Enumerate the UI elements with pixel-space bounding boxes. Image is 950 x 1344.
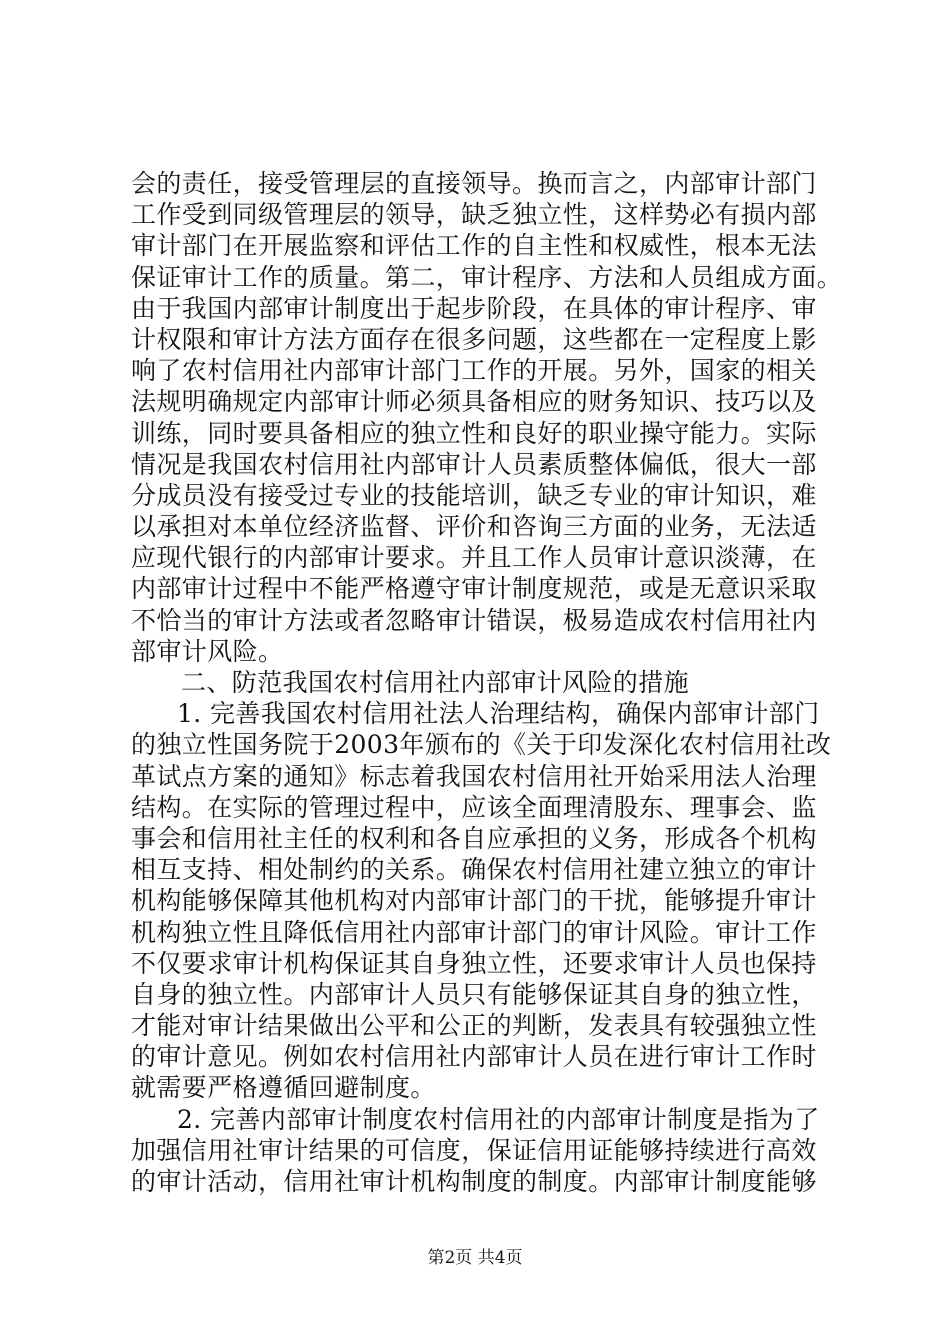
text-line: 响了农村信用社内部审计部门工作的开展。另外，国家的相关 — [131, 356, 817, 386]
text-line: 情况是我国农村信用社内部审计人员素质整体偏低，很大一部 — [131, 449, 817, 479]
body-text — [131, 168, 843, 1197]
section-heading: 二、防范我国农村信用社内部审计风险的措施 — [181, 668, 690, 697]
text-line: 1. 完善我国农村信用社法人治理结构，确保内部审计部门 — [177, 699, 820, 729]
text-line: 计权限和审计方法方面存在很多问题，这些都在一定程度上影 — [131, 324, 817, 354]
text-line: 机构独立性且降低信用社内部审计部门的审计风险。审计工作 — [131, 917, 817, 947]
text-line: 不仅要求审计机构保证其自身独立性，还要求审计人员也保持 — [131, 948, 817, 978]
text-line: 审计部门在开展监察和评估工作的自主性和权威性，根本无法 — [131, 231, 817, 261]
text-line: 才能对审计结果做出公平和公正的判断，发表具有较强独立性 — [131, 1011, 817, 1041]
text-line: 就需要严格遵循回避制度。 — [131, 1073, 436, 1103]
text-line: 应现代银行的内部审计要求。并且工作人员审计意识淡薄，在 — [131, 543, 817, 573]
text-line: 加强信用社审计结果的可信度，保证信用证能够持续进行高效 — [131, 1135, 817, 1165]
text-line: 的审计意见。例如农村信用社内部审计人员在进行审计工作时 — [131, 1042, 817, 1072]
text-line: 会的责任，接受管理层的直接领导。换而言之，内部审计部门 — [131, 169, 817, 198]
text-line: 革试点方案的通知》标志着我国农村信用社开始采用法人治理 — [131, 761, 817, 791]
text-line: 由于我国内部审计制度出于起步阶段，在具体的审计程序、审 — [131, 293, 817, 323]
text-line: 结构。在实际的管理过程中，应该全面理清股东、理事会、监 — [131, 792, 817, 822]
text-line: 训练，同时要具备相应的独立性和良好的职业操守能力。实际 — [131, 418, 817, 448]
text-line: 机构能够保障其他机构对内部审计部门的干扰，能够提升审计 — [131, 886, 817, 916]
text-line: 的审计活动，信用社审计机构制度的制度。内部审计制度能够 — [131, 1167, 817, 1196]
page-footer: 第2页 共4页 — [427, 1248, 523, 1268]
text-line: 保证审计工作的质量。第二，审计程序、方法和人员组成方面。 — [131, 262, 843, 292]
text-line: 不恰当的审计方法或者忽略审计错误，极易造成农村信用社内 — [131, 605, 817, 635]
text-line: 工作受到同级管理层的领导，缺乏独立性，这样势必有损内部 — [131, 200, 817, 230]
text-line: 内部审计过程中不能严格遵守审计制度规范，或是无意识采取 — [131, 574, 817, 604]
text-line: 法规明确规定内部审计师必须具备相应的财务知识、技巧以及 — [131, 387, 817, 417]
text-line: 分成员没有接受过专业的技能培训，缺乏专业的审计知识，难 — [131, 480, 817, 510]
text-line: 的独立性国务院于2003年颁布的《关于印发深化农村信用社改 — [131, 730, 832, 760]
text-line: 以承担对本单位经济监督、评价和咨询三方面的业务，无法适 — [131, 512, 817, 542]
text-line: 自身的独立性。内部审计人员只有能够保证其自身的独立性， — [131, 979, 817, 1009]
text-line: 2. 完善内部审计制度农村信用社的内部审计制度是指为了 — [177, 1104, 820, 1134]
text-line: 相互支持、相处制约的关系。确保农村信用社建立独立的审计 — [131, 855, 817, 885]
text-line: 事会和信用社主任的权利和各自应承担的义务，形成各个机构 — [131, 823, 817, 853]
text-line: 部审计风险。 — [131, 636, 284, 666]
